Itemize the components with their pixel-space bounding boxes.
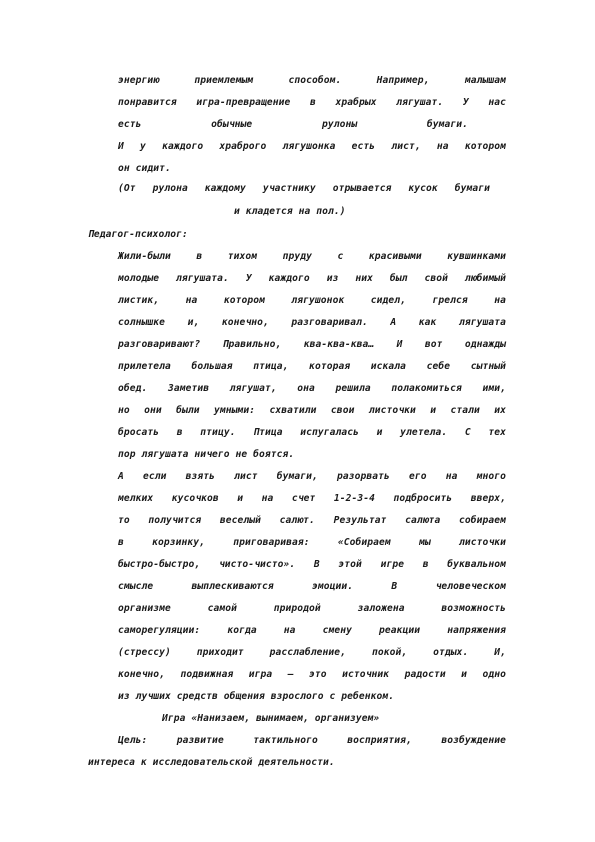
word: обычные — [211, 119, 253, 130]
text-line: И у каждого храброго лягушонка есть лист, на котором — [118, 141, 506, 152]
word: бумаги. — [426, 119, 468, 130]
text-line: интереса к исследовательской деятельности. — [88, 757, 335, 768]
text-line-content: энергию приемлемым способом. Например, малышам — [118, 75, 506, 86]
text-line: но они были умными: схватили свои листочки и стали их — [118, 405, 506, 416]
text-line: мелких кусочков и на счет 1-2-3-4 подбросить вверх, — [118, 493, 506, 504]
word: есть — [118, 119, 142, 130]
text-line — [118, 75, 506, 87]
text-line: А если взять лист бумаги, разорвать его на много — [118, 471, 506, 482]
text-line: разговаривают? Правильно, ква-ква-ква… И вот однажды — [118, 339, 506, 350]
text-line: конечно, подвижная игра – это источник радости и одно — [118, 669, 506, 680]
speaker-label: Педагог-психолог: — [88, 229, 188, 240]
text-line: (стрессу) приходит расслабление, покой, отдых. И, — [118, 647, 506, 658]
text-line: обед. Заметив лягушат, она решила полакомиться ими, — [118, 383, 506, 394]
text-line: смысле выплескиваются эмоции. В человеческом — [118, 581, 506, 592]
text-line — [118, 119, 468, 131]
section-heading: Игра «Нанизаем, вынимаем, организуем» — [162, 713, 380, 724]
text-line: то получится веселый салют. Результат салюта собираем — [118, 515, 506, 526]
text-line: быстро-быстро, чисто-чисто». В этой игре в буквальном — [118, 559, 506, 570]
text-line: Жили-были в тихом пруду с красивыми кувшинками — [118, 251, 506, 262]
text-line: листик, на котором лягушонок сидел, грелся на — [118, 295, 506, 306]
text-line: из лучших средств общения взрослого с ребенком. — [118, 691, 395, 702]
text-line: он сидит. — [118, 163, 171, 174]
text-line: пор лягушата ничего не боятся. — [118, 449, 295, 460]
text-line: прилетела большая птица, которая искала себе сытный — [118, 361, 506, 372]
text-line: организме самой природой заложена возможность — [118, 603, 506, 614]
text-line: солнышке и, конечно, разговаривал. А как лягушата — [118, 317, 506, 328]
text-line: понравится игра-превращение в храбрых лягушат. У нас — [118, 97, 506, 108]
text-line: молодые лягушата. У каждого из них был свой любимый — [118, 273, 506, 284]
word: рулоны — [321, 119, 358, 130]
text-line: (От рулона каждому участнику отрывается кусок бумаги — [118, 183, 490, 194]
text-line: Цель: развитие тактильного восприятия, возбуждение — [118, 735, 506, 746]
text-line: и кладется на пол.) — [234, 206, 346, 217]
text-line: саморегуляции: когда на смену реакции напряжения — [118, 625, 506, 636]
text-line: бросать в птицу. Птица испугалась и улетела. С тех — [118, 427, 506, 438]
text-line: в корзинку, приговаривая: «Собираем мы листочки — [118, 537, 506, 548]
